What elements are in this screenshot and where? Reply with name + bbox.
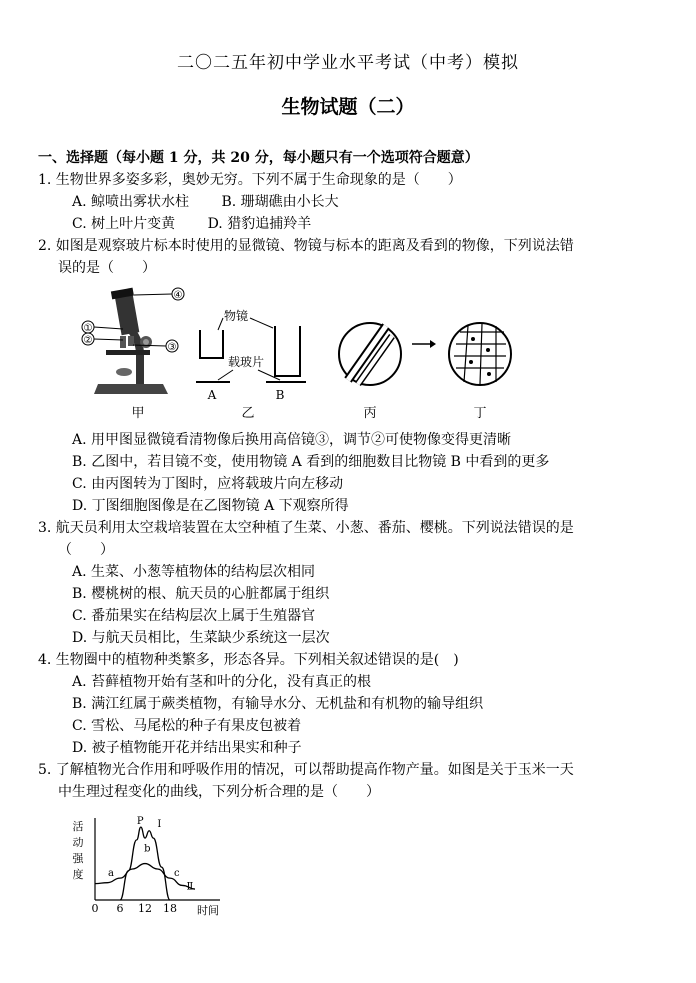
caption-yi: 乙 — [241, 406, 255, 421]
question-1-options-row2: C. 树上叶片变黄 D. 猎豹追捕羚羊 — [72, 216, 312, 232]
x-tick-label: 12 — [138, 902, 152, 915]
question-4-option-d: D. 被子植物能开花并结出果实和种子 — [72, 740, 302, 756]
question-1-stem: 1. 生物世界多姿多彩，奥妙无穷。下列不属于生命现象的是（ ） — [38, 172, 462, 188]
point-label-b: b — [144, 843, 151, 855]
question-3-stem: 3. 航天员利用太空栽培装置在太空种植了生菜、小葱、番茄、樱桃。下列说法错误的是 — [38, 520, 574, 536]
question-4-stem: 4. 生物圈中的植物种类繁多，形态各异。下列相关叙述错误的是( ) — [38, 652, 459, 668]
question-2-stem: 2. 如图是观察玻片标本时使用的显微镜、物镜与标本的距离及看到的物像，下列说法错 — [38, 238, 574, 254]
callout-2: ② — [83, 335, 93, 346]
arrow-icon — [412, 340, 436, 348]
label-slide: 载玻片 — [227, 355, 265, 369]
point-label-c: c — [174, 868, 180, 880]
point-label-a: a — [108, 868, 114, 880]
label-lens-a: A — [207, 388, 217, 402]
exam-subtitle: 生物试题（二） — [281, 96, 415, 118]
question-3-stem-cont: （ ） — [58, 542, 114, 558]
label-lens-b: B — [275, 388, 285, 402]
question-3-option-d: D. 与航天员相比，生菜缺少系统这一层次 — [72, 630, 330, 646]
question-5-stem-cont: 中生理过程变化的曲线，下列分析合理的是（ ） — [58, 784, 380, 800]
activity-curve-chart — [70, 808, 240, 920]
caption-ding: 丁 — [473, 406, 487, 421]
x-tick-label: 18 — [163, 902, 177, 915]
question-2-option-c: C. 由丙图转为丁图时，应将载玻片向左移动 — [72, 476, 344, 492]
question-4-option-c: C. 雪松、马尾松的种子有果皮包被着 — [72, 718, 302, 734]
point-label-P: P — [136, 816, 144, 828]
caption-jia: 甲 — [131, 406, 145, 421]
section-heading: 一、选择题（每小题 1 分，共 20 分，每小题只有一个选项符合题意） — [38, 150, 479, 166]
x-tick-label: 0 — [91, 902, 99, 915]
x-axis-label: 时间 — [197, 904, 219, 917]
y-axis-label-text: 活动强度 — [72, 820, 84, 881]
view-bing — [339, 323, 401, 421]
microscope-illustration — [82, 288, 184, 421]
question-3-option-b: B. 樱桃树的根、航天员的心脏都属于组织 — [72, 586, 330, 602]
series-label-2: Ⅱ — [186, 881, 194, 893]
question-1-options-row1: A. 鲸喷出雾状水柱 B. 珊瑚礁由小长大 — [72, 194, 339, 210]
question-3-option-a: A. 生菜、小葱等植物体的结构层次相同 — [72, 564, 316, 580]
question-4-option-a: A. 苔藓植物开始有茎和叶的分化，没有真正的根 — [72, 674, 372, 690]
objective-lens-diagram — [196, 308, 306, 421]
question-2-option-b: B. 乙图中，若目镜不变，使用物镜 A 看到的细胞数目比物镜 B 中看到的更多 — [72, 454, 550, 470]
caption-bing: 丙 — [363, 406, 377, 421]
series-label-1: Ⅰ — [157, 819, 162, 831]
question-2-option-a: A. 用甲图显微镜看清物像后换用高倍镜③，调节②可使物像变得更清晰 — [72, 432, 512, 448]
callout-4: ④ — [173, 290, 183, 301]
question-2-stem-cont: 误的是（ ） — [58, 260, 156, 276]
view-ding — [449, 323, 511, 421]
label-objective: 物镜 — [223, 309, 249, 323]
question-2-option-d: D. 丁图细胞图像是在乙图物镜 A 下观察所得 — [72, 498, 349, 514]
exam-title: 二〇二五年初中学业水平考试（中考）模拟 — [177, 53, 519, 73]
microscope-figure — [68, 284, 528, 424]
question-3-option-c: C. 番茄果实在结构层次上属于生殖器官 — [72, 608, 316, 624]
question-4-option-b: B. 满江红属于蕨类植物，有输导水分、无机盐和有机物的输导组织 — [72, 696, 484, 712]
question-5-stem: 5. 了解植物光合作用和呼吸作用的情况，可以帮助提高作物产量。如图是关于玉米一天 — [38, 762, 574, 778]
x-tick-label: 6 — [116, 902, 124, 915]
callout-1: ① — [83, 323, 93, 334]
y-axis-label — [73, 820, 85, 881]
callout-3: ③ — [167, 342, 177, 353]
